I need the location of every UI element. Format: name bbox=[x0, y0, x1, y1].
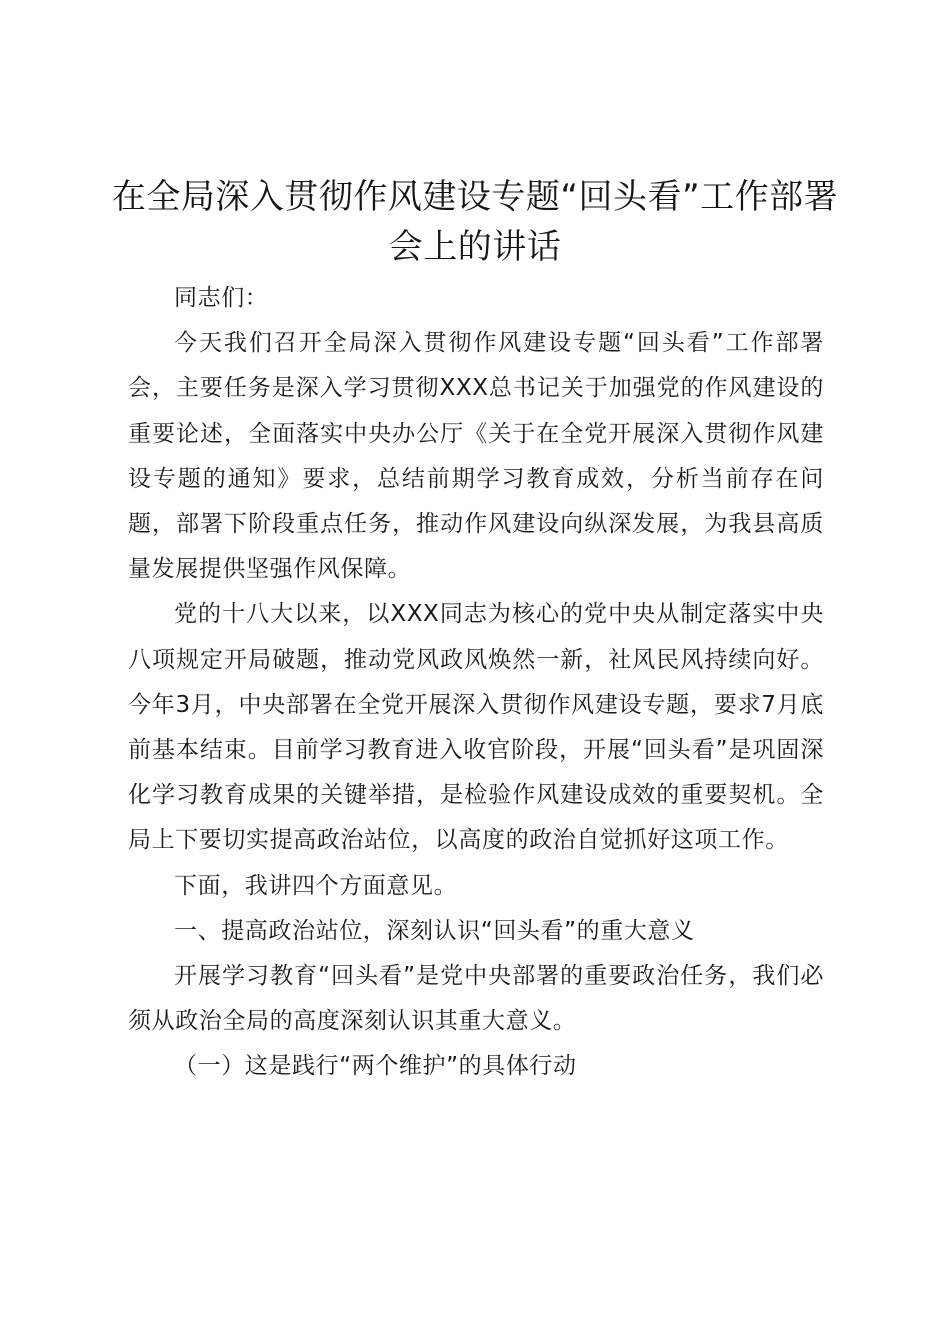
document-title: 在全局深入贯彻作风建设专题“回头看”工作部署会上的讲话 bbox=[111, 177, 839, 267]
subsection-heading-1: （一）这是践行“两个维护”的具体行动 bbox=[174, 1053, 577, 1080]
section-intro-1: 开展学习教育“回头看”是党中央部署的重要政治任务，我们必须从政治全局的高度深刻认识其重大意义。 bbox=[128, 963, 824, 1035]
paragraph-opening: 今天我们召开全局深入贯彻作风建设专题“回头看”工作部署会，主要任务是深入学习贯彻XXX总书记关于加强党的作风建设的重要论述，全面落实中央办公厅《关于在全党开展深入贯彻作风建设专题的通知》要求，总结前期学习教育成效，分析当前存在问题，部署下阶段重点任务，推动作风建设向纵深发展，为我县高质量发展提供坚强作风保障。 bbox=[128, 330, 824, 583]
document-body bbox=[128, 276, 824, 1090]
paragraph-outline: 下面，我讲四个方面意见。 bbox=[174, 872, 458, 899]
section-heading-1: 一、提高政治站位，深刻认识“回头看”的重大意义 bbox=[174, 917, 695, 944]
paragraph-background: 党的十八大以来，以XXX同志为核心的党中央从制定落实中央八项规定开局破题，推动党风政风焕然一新，社风民风持续向好。今年3月，中央部署在全党开展深入贯彻作风建设专题，要求7月底前基本结束。目前学习教育进入收官阶段，开展“回头看”是巩固深化学习教育成果的关键举措，是检验作风建设成效的重要契机。全局上下要切实提高政治站位，以高度的政治自觉抓好这项工作。 bbox=[128, 601, 824, 854]
salutation: 同志们： bbox=[174, 285, 269, 311]
